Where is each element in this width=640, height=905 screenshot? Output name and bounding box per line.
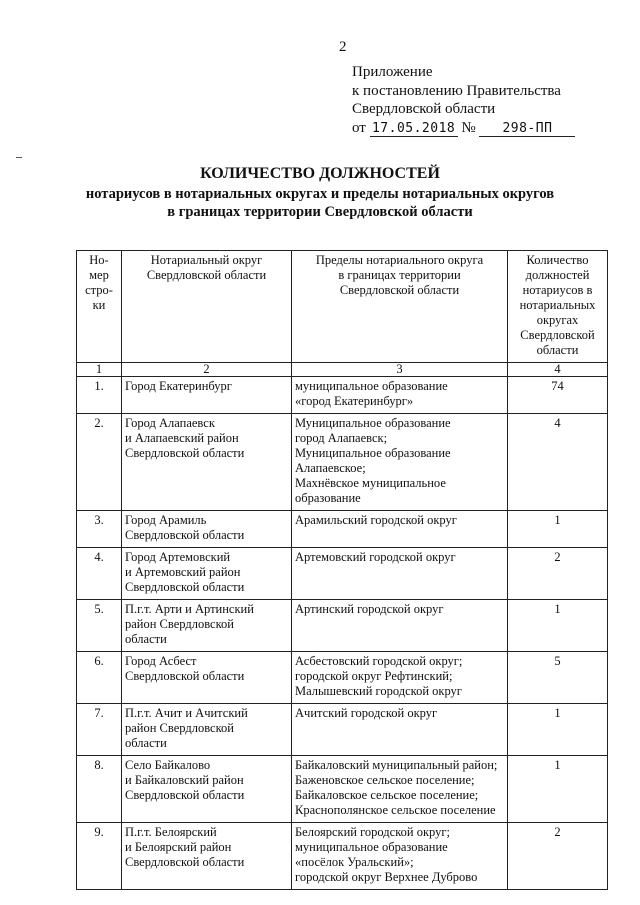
count-cell: 74 [508, 377, 608, 414]
count-cell: 1 [508, 511, 608, 548]
row-number-cell: 8. [77, 756, 122, 823]
row-number-cell: 1. [77, 377, 122, 414]
table-row [77, 652, 608, 704]
column-number: 3 [292, 363, 508, 377]
table-row [77, 756, 608, 823]
table-row [77, 548, 608, 600]
table-row [77, 704, 608, 756]
district-cell: Село Байкалово и Байкаловский район Свердловской области [122, 756, 292, 823]
row-number-cell: 7. [77, 704, 122, 756]
count-cell: 5 [508, 652, 608, 704]
appendix-line-1: Приложение [352, 64, 433, 80]
document-title: КОЛИЧЕСТВО ДОЛЖНОСТЕЙ [200, 165, 440, 182]
district-cell: Город Асбест Свердловской области [122, 652, 292, 704]
limits-cell: Арамильский городской округ [292, 511, 508, 548]
row-number-cell: 5. [77, 600, 122, 652]
margin-mark [16, 157, 22, 158]
limits-cell: Байкаловский муниципальный район; Баженовское сельское поселение; Байкаловское сельское поселение; Краснополянское сельское поселение [292, 756, 508, 823]
limits-cell: Артемовский городской округ [292, 548, 508, 600]
header-notary-district: Нотариальный округ Свердловской области [122, 251, 292, 363]
count-cell: 1 [508, 756, 608, 823]
limits-cell: Ачитский городской округ [292, 704, 508, 756]
district-cell: Город Артемовский и Артемовский район Свердловской области [122, 548, 292, 600]
number-prefix: № [461, 119, 476, 136]
table-header-row [77, 251, 608, 363]
table-row [77, 511, 608, 548]
table-body [77, 377, 608, 890]
district-cell: П.г.т. Белоярский и Белоярский район Свердловской области [122, 823, 292, 890]
appendix-line-3: Свердловской области [352, 101, 496, 117]
document-subtitle-line-2: в границах территории Свердловской области [167, 204, 473, 220]
table-row [77, 600, 608, 652]
limits-cell: Асбестовский городской округ; городской округ Рефтинский; Малышевский городской округ [292, 652, 508, 704]
document-number: 298-ПП [479, 121, 575, 137]
count-cell: 4 [508, 414, 608, 511]
district-cell: П.г.т. Арти и Артинский район Свердловской области [122, 600, 292, 652]
column-number: 2 [122, 363, 292, 377]
document-date: 17.05.2018 [370, 121, 458, 137]
district-cell: Город Арамиль Свердловской области [122, 511, 292, 548]
district-cell: П.г.т. Ачит и Ачитский район Свердловской области [122, 704, 292, 756]
count-cell: 2 [508, 823, 608, 890]
district-cell: Город Алапаевск и Алапаевский район Свердловской области [122, 414, 292, 511]
date-prefix: от [352, 119, 366, 136]
page-number: 2 [339, 39, 347, 55]
limits-cell: Белоярский городской округ; муниципальное образование «посёлок Уральский»; городской округ Верхнее Дуброво [292, 823, 508, 890]
column-numbers-row [77, 363, 608, 377]
table-row [77, 377, 608, 414]
header-district-limits: Пределы нотариального округа в границах территории Свердловской области [292, 251, 508, 363]
column-number: 4 [508, 363, 608, 377]
appendix-line-2: к постановлению Правительства [352, 82, 561, 99]
limits-cell: Артинский городской округ [292, 600, 508, 652]
appendix-block [352, 63, 575, 137]
row-number-cell: 9. [77, 823, 122, 890]
row-number-cell: 3. [77, 511, 122, 548]
appendix-date-line [352, 119, 575, 138]
table-row [77, 823, 608, 890]
limits-cell: муниципальное образование «город Екатеринбург» [292, 377, 508, 414]
header-row-number: Но- мер стро- ки [77, 251, 122, 363]
district-cell: Город Екатеринбург [122, 377, 292, 414]
row-number-cell: 4. [77, 548, 122, 600]
table-row [77, 414, 608, 511]
row-number-cell: 6. [77, 652, 122, 704]
count-cell: 1 [508, 704, 608, 756]
notary-districts-table [76, 250, 608, 890]
count-cell: 2 [508, 548, 608, 600]
header-positions-count: Количество должностей нотариусов в нотариальных округах Свердловской области [508, 251, 608, 363]
column-number: 1 [77, 363, 122, 377]
limits-cell: Муниципальное образование город Алапаевск; Муниципальное образование Алапаевское; Махнёвское муниципальное образование [292, 414, 508, 511]
document-subtitle-line-1: нотариусов в нотариальных округах и пределы нотариальных округов [85, 186, 555, 202]
row-number-cell: 2. [77, 414, 122, 511]
count-cell: 1 [508, 600, 608, 652]
